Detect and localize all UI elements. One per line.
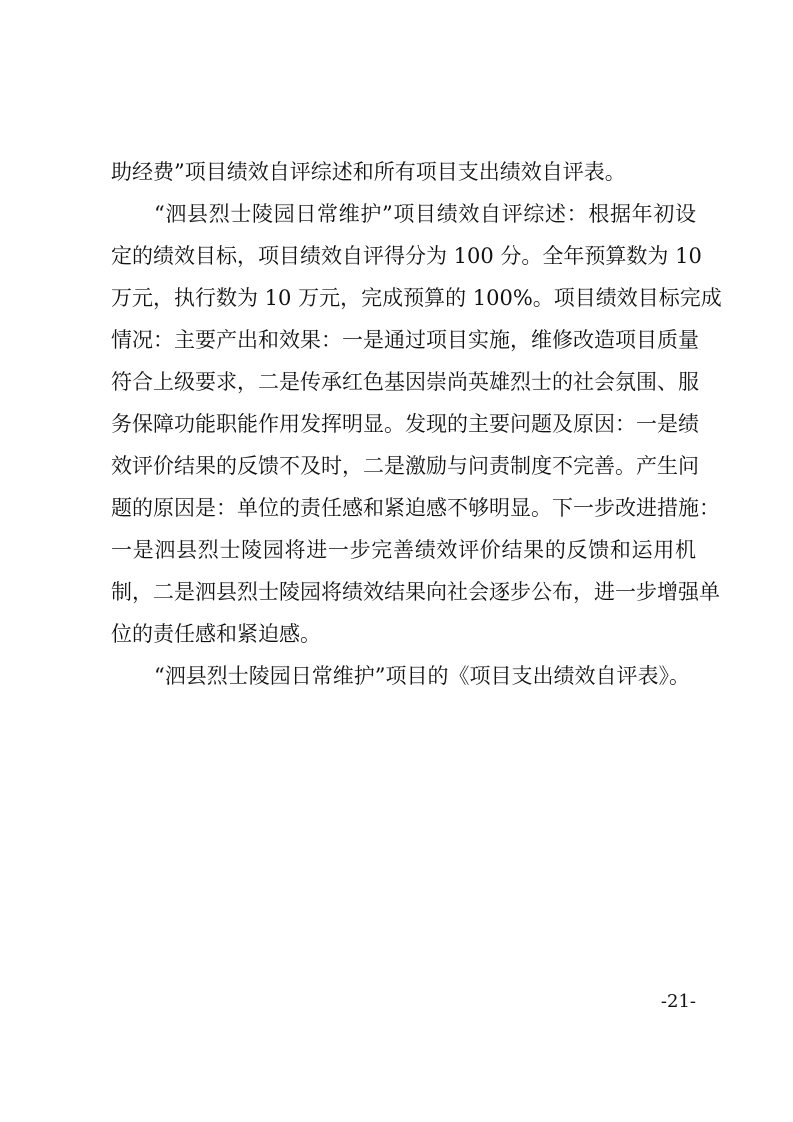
text-line-13: “泗县烈士陵园日常维护”项目的《项目支出绩效自评表》。 bbox=[154, 664, 690, 688]
text-line-1: 助经费”项目绩效自评综述和所有项目支出绩效自评表。 bbox=[111, 160, 626, 184]
text-line-3: 定的绩效目标，项目绩效自评得分为 100 分。全年预算数为 10 bbox=[111, 244, 702, 268]
text-line-9: 题的原因是：单位的责任感和紧迫感不够明显。下一步改进措施： bbox=[111, 496, 720, 520]
text-line-4: 万元，执行数为 10 万元，完成预算的 100%。项目绩效目标完成 bbox=[111, 286, 722, 310]
text-line-10: 一是泗县烈士陵园将进一步完善绩效评价结果的反馈和运用机 bbox=[111, 538, 696, 562]
text-line-11: 制，二是泗县烈士陵园将绩效结果向社会逐步公布，进一步增强单 bbox=[111, 580, 720, 604]
text-line-5: 情况：主要产出和效果：一是通过项目实施，维修改造项目质量 bbox=[111, 328, 699, 352]
text-line-12: 位的责任感和紧迫感。 bbox=[111, 622, 321, 646]
text-line-8: 效评价结果的反馈不及时，二是激励与问责制度不完善。产生问 bbox=[111, 454, 699, 478]
text-line-6: 符合上级要求，二是传承红色基因崇尚英雄烈士的社会氛围、服 bbox=[111, 370, 699, 394]
page-number: -21- bbox=[660, 991, 696, 1012]
text-line-7: 务保障功能职能作用发挥明显。发现的主要问题及原因：一是绩 bbox=[111, 412, 699, 436]
text-line-2: “泗县烈士陵园日常维护”项目绩效自评综述：根据年初设 bbox=[154, 202, 696, 226]
